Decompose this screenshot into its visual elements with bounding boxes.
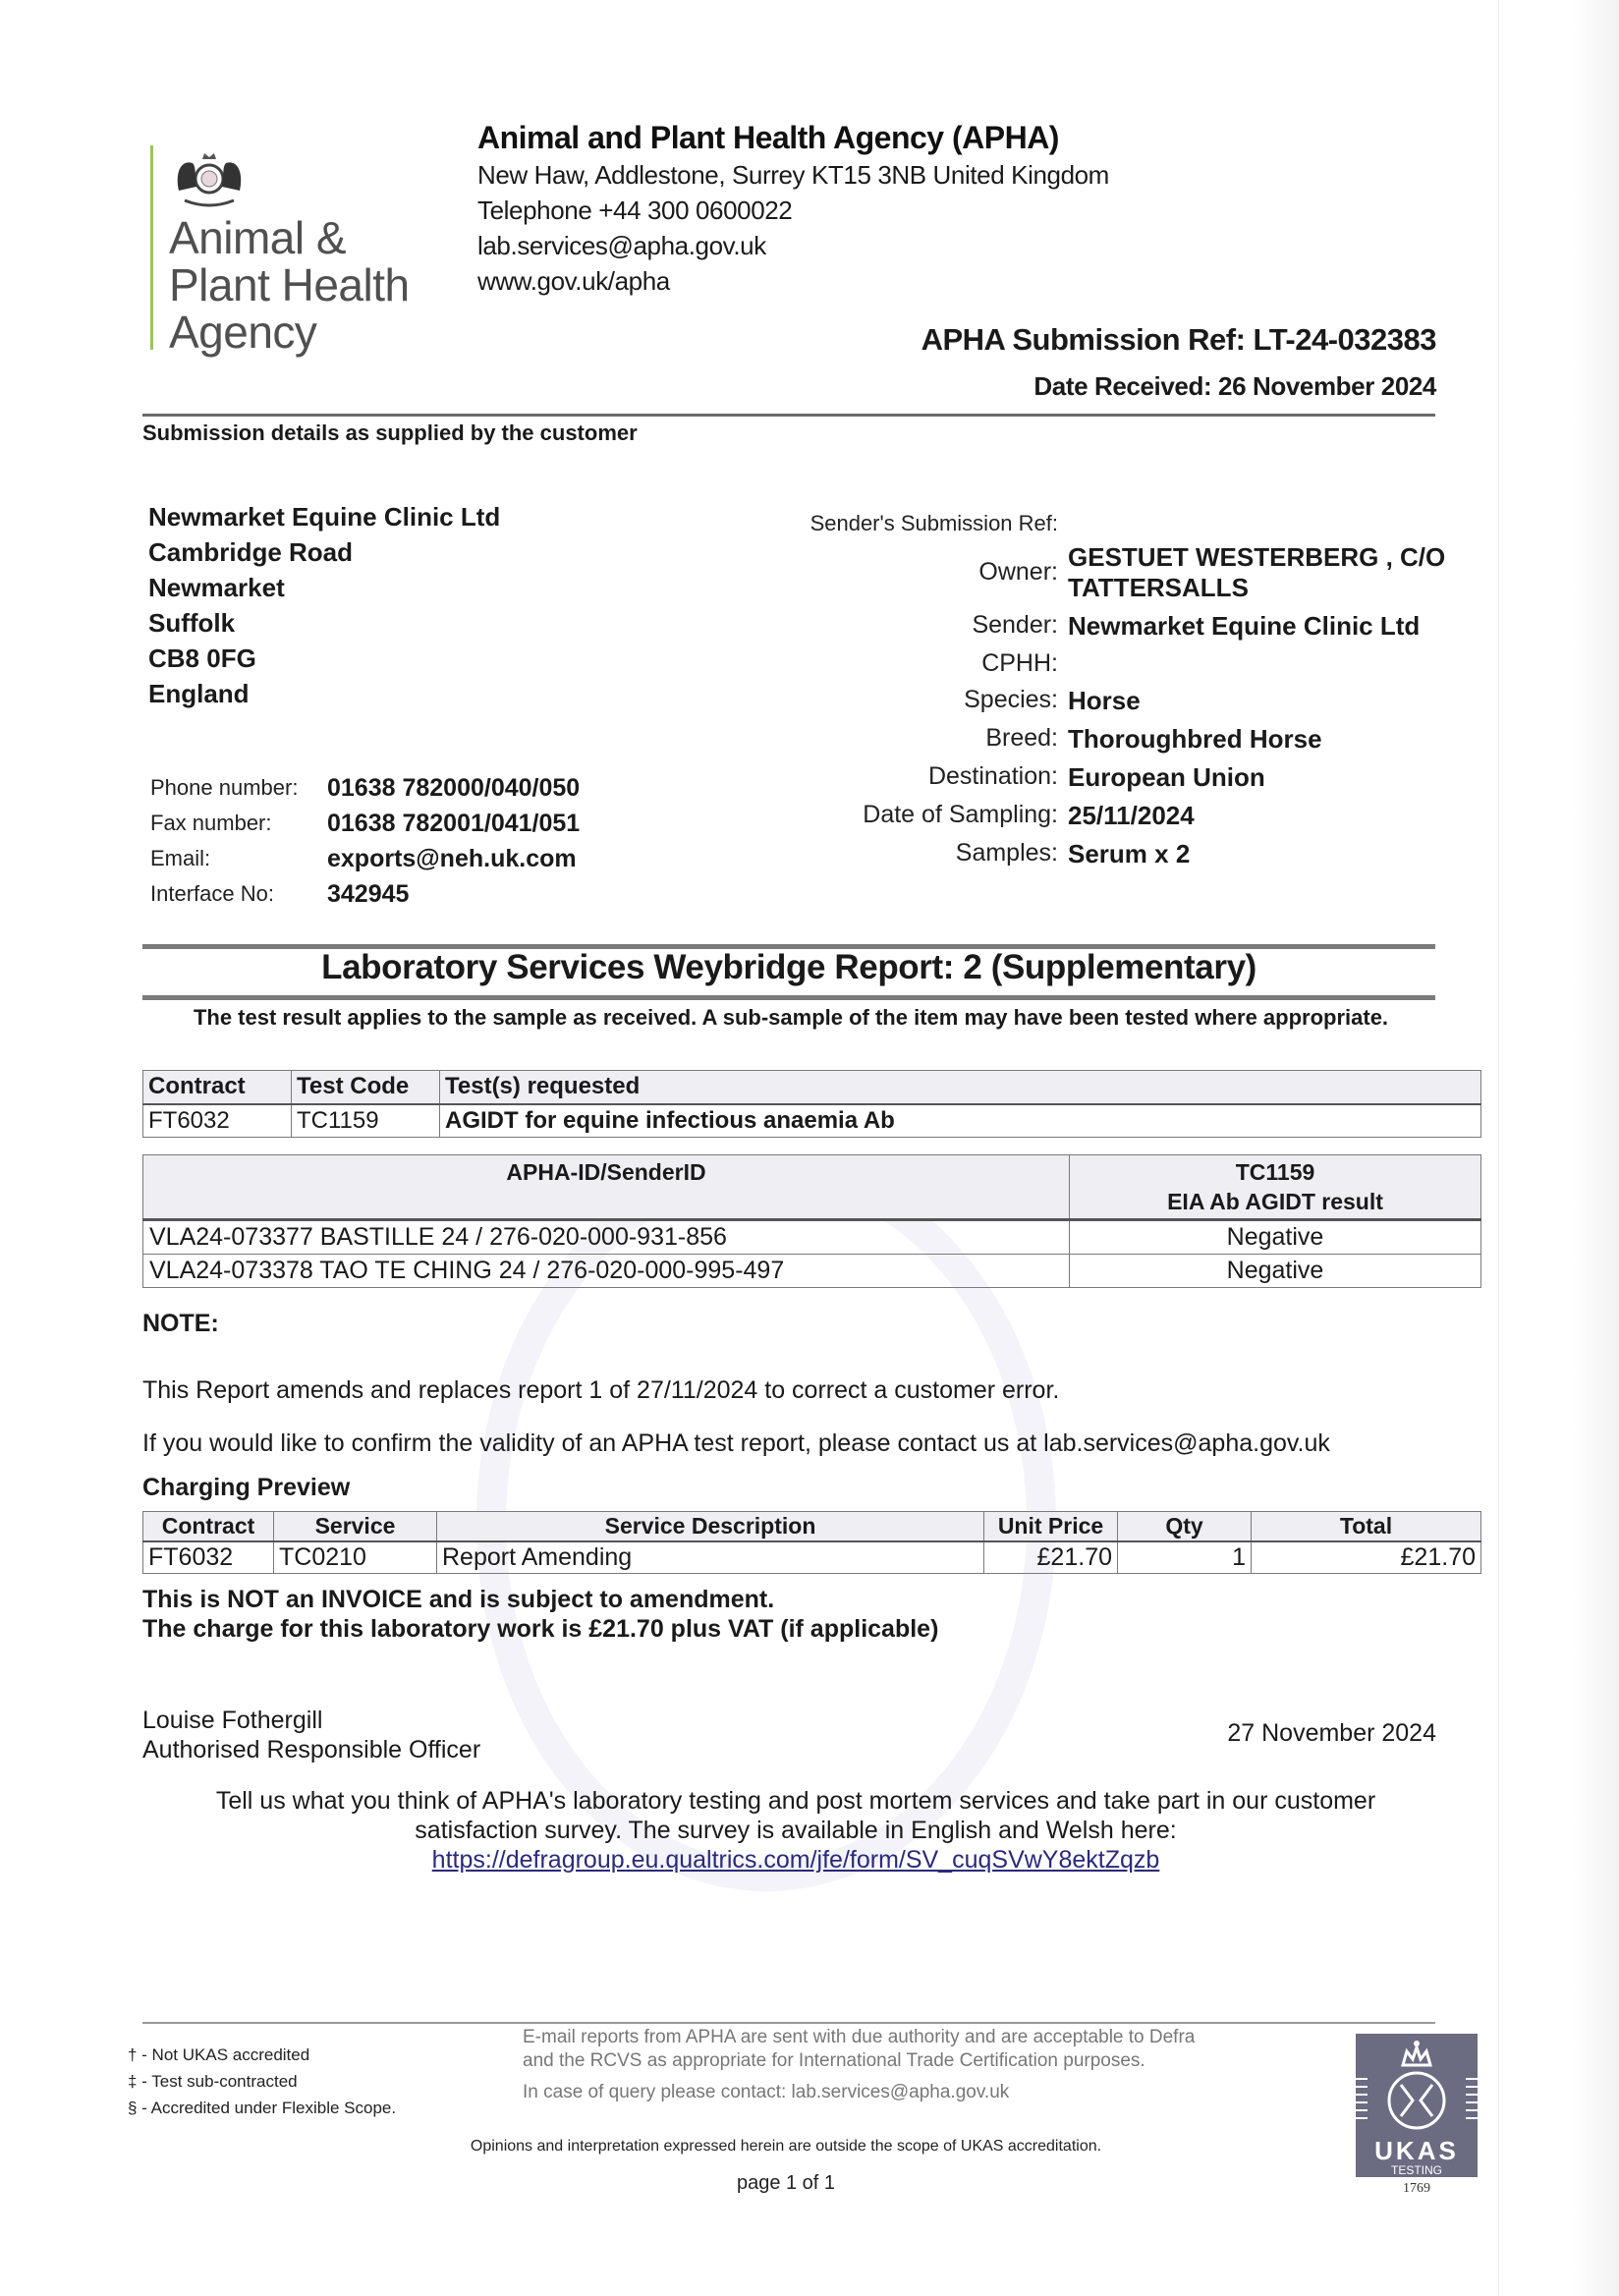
contact-row-interface — [150, 876, 580, 912]
royal-crest-icon — [167, 143, 251, 212]
report-title-rule-bottom — [142, 995, 1435, 1000]
not-invoice-text: This is NOT an INVOICE and is subject to amendment. — [142, 1586, 775, 1613]
ukas-badge — [1356, 2034, 1478, 2201]
detail-row-samples — [766, 839, 1493, 869]
customer-address — [148, 499, 500, 711]
contact-value[interactable]: exports@neh.uk.com — [327, 844, 577, 872]
submission-details — [766, 511, 1493, 877]
table-cell: AGIDT for equine infectious anaemia Ab — [440, 1104, 1481, 1138]
logo-line: Agency — [169, 307, 317, 358]
logo-line: Animal & — [169, 212, 347, 263]
detail-row-cphh — [766, 649, 1493, 678]
detail-label: Sender: — [972, 611, 1058, 639]
report-disclaimer: The test result applies to the sample as received. A sub-sample of the item may have been tested where appropriate. — [193, 1005, 1389, 1030]
agency-website[interactable]: www.gov.uk/apha — [477, 266, 670, 296]
detail-value: GESTUET WESTERBERG , C/O TATTERSALLS — [1068, 542, 1446, 602]
address-line: Newmarket Equine Clinic Ltd — [148, 502, 501, 532]
detail-row-sender-ref — [766, 511, 1493, 536]
contact-row-email — [150, 841, 580, 876]
submission-ref: APHA Submission Ref: LT-24-032383 — [921, 322, 1436, 357]
contact-label: Phone number: — [150, 775, 299, 800]
table-cell: Report Amending — [437, 1541, 984, 1574]
signature-date: 27 November 2024 — [1227, 1719, 1436, 1747]
signatory — [142, 1706, 480, 1764]
contact-value: 01638 782001/041/051 — [327, 809, 581, 837]
table-row — [143, 1104, 1481, 1138]
column-header: Total — [1252, 1512, 1481, 1542]
agency-email[interactable]: lab.services@apha.gov.uk — [477, 231, 766, 260]
validity-note: If you would like to confirm the validity of an APHA test report, please contact us at lab.services@apha.gov.uk — [142, 1429, 1330, 1457]
result-cell: Negative — [1070, 1220, 1481, 1255]
column-header: Unit Price — [984, 1512, 1118, 1542]
report-title: Laboratory Services Weybridge Report: 2 (Supplementary) — [321, 948, 1256, 986]
customer-contacts — [150, 770, 580, 912]
sample-id-cell: VLA24-073377 BASTILLE 24 / 276-020-000-931-856 — [143, 1220, 1070, 1255]
logo-accent-bar — [150, 145, 153, 350]
detail-value: Horse — [1068, 686, 1141, 715]
column-header: Contract — [143, 1512, 274, 1542]
detail-label: Owner: — [978, 558, 1058, 586]
logo-line: Plant Health — [169, 259, 410, 310]
address-line: Newmarket — [148, 573, 285, 602]
address-line: Suffolk — [148, 608, 236, 638]
tests-requested-table — [142, 1070, 1481, 1138]
detail-value: European Union — [1068, 762, 1265, 792]
opinions-disclaimer: Opinions and interpretation expressed herein are outside the scope of UKAS accreditation. — [470, 2138, 1102, 2155]
legend-item: ‡ - Test sub-contracted — [128, 2072, 298, 2091]
detail-value: Thoroughbred Horse — [1068, 724, 1322, 754]
detail-row-sampling-date — [766, 801, 1493, 831]
survey-text: satisfaction survey. The survey is available in English and Welsh here: — [415, 1817, 1177, 1844]
results-table — [142, 1154, 1481, 1288]
detail-row-species — [766, 686, 1493, 716]
email-authority-note — [523, 2026, 1230, 2104]
table-cell: TC0210 — [274, 1541, 437, 1574]
amendment-note: This Report amends and replaces report 1 of 27/11/2024 to correct a customer error. — [142, 1376, 1060, 1404]
agency-telephone: Telephone +44 300 0600022 — [477, 196, 793, 225]
footer-divider — [142, 2022, 1435, 2024]
column-header: Service — [274, 1512, 437, 1542]
address-line: CB8 0FG — [148, 644, 256, 673]
detail-label: Breed: — [985, 724, 1058, 752]
header-divider — [142, 414, 1435, 417]
detail-label: CPHH: — [981, 649, 1058, 677]
contact-label: Interface No: — [150, 881, 274, 906]
table-cell: FT6032 — [143, 1104, 292, 1138]
ukas-sub-label: TESTING — [1390, 2163, 1442, 2177]
detail-label: Date of Sampling: — [863, 801, 1058, 828]
address-line: Cambridge Road — [148, 537, 354, 567]
detail-label: Destination: — [927, 762, 1058, 790]
detail-row-destination — [766, 762, 1493, 793]
page-edge-shadow — [1501, 0, 1619, 2296]
column-header: Qty — [1118, 1512, 1252, 1542]
table-cell: TC1159 — [292, 1104, 440, 1138]
survey-link[interactable]: https://defragroup.eu.qualtrics.com/jfe/form/SV_cuqSVwY8ektZqzb — [431, 1846, 1160, 1874]
detail-row-owner — [766, 542, 1493, 603]
charging-preview-title: Charging Preview — [142, 1474, 351, 1501]
detail-value: 25/11/2024 — [1068, 801, 1195, 830]
detail-label: Species: — [964, 686, 1058, 713]
result-cell: Negative — [1070, 1255, 1481, 1288]
column-header-result — [1070, 1155, 1481, 1220]
detail-row-breed — [766, 724, 1493, 755]
contact-label: Email: — [150, 846, 211, 870]
table-cell: £21.70 — [1252, 1541, 1481, 1574]
accreditation-legend — [128, 2042, 396, 2121]
table-cell: 1 — [1118, 1541, 1252, 1574]
column-header-test-code: TC1159 — [1235, 1159, 1315, 1185]
date-received: Date Received: 26 November 2024 — [1033, 371, 1436, 401]
contact-value: 342945 — [327, 879, 410, 908]
table-row — [143, 1255, 1481, 1288]
contact-row-fax — [150, 806, 580, 841]
detail-value: Serum x 2 — [1068, 839, 1191, 868]
table-cell: FT6032 — [143, 1541, 274, 1574]
invoice-notice — [142, 1585, 938, 1644]
column-header-test-name: EIA Ab AGIDT result — [1167, 1189, 1383, 1214]
contact-value: 01638 782000/040/050 — [327, 773, 581, 802]
table-header-row — [143, 1512, 1481, 1542]
ukas-label: UKAS — [1374, 2136, 1459, 2165]
column-header: Test Code — [292, 1071, 440, 1104]
table-header-row — [143, 1155, 1481, 1220]
survey-text: Tell us what you think of APHA's laboratory testing and post mortem services and take part in our customer — [215, 1787, 1376, 1815]
detail-value: Newmarket Equine Clinic Ltd — [1068, 611, 1421, 641]
sample-id-cell: VLA24-073378 TAO TE CHING 24 / 276-020-000-995-497 — [143, 1255, 1070, 1288]
agency-address: New Haw, Addlestone, Surrey KT15 3NB United Kingdom — [477, 160, 1109, 190]
column-header: Service Description — [437, 1512, 984, 1542]
table-cell: £21.70 — [984, 1541, 1118, 1574]
signatory-role: Authorised Responsible Officer — [142, 1736, 481, 1764]
column-header: Contract — [143, 1071, 292, 1104]
charge-text: The charge for this laboratory work is £21.70 plus VAT (if applicable) — [142, 1615, 939, 1643]
address-line: England — [148, 679, 250, 708]
table-row — [143, 1220, 1481, 1255]
charging-table — [142, 1511, 1481, 1574]
contact-row-phone — [150, 770, 580, 806]
signatory-name: Louise Fothergill — [142, 1707, 323, 1734]
column-header: APHA-ID/SenderID — [143, 1155, 1070, 1220]
table-header-row — [143, 1071, 1481, 1104]
section-heading: Submission details as supplied by the customer — [142, 420, 638, 445]
page-edge-line — [1498, 0, 1499, 2296]
survey-invite — [157, 1786, 1434, 1875]
detail-label: Sender's Submission Ref: — [810, 511, 1058, 535]
legend-item: § - Accredited under Flexible Scope. — [128, 2099, 397, 2117]
table-row — [143, 1541, 1481, 1574]
page-number: page 1 of 1 — [736, 2172, 836, 2194]
detail-label: Samples: — [955, 839, 1058, 867]
column-header: Test(s) requested — [440, 1071, 1481, 1104]
legend-item: † - Not UKAS accredited — [128, 2045, 310, 2064]
agency-name: Animal and Plant Health Agency (APHA) — [477, 120, 1059, 155]
email-note-text: E-mail reports from APHA are sent with due authority and are acceptable to Defra and the RCVS as appropriate for International Trade Certification purposes. — [523, 2027, 1196, 2071]
detail-row-sender — [766, 611, 1493, 642]
ukas-number: 1769 — [1403, 2181, 1430, 2196]
contact-label: Fax number: — [150, 811, 272, 835]
logo-wordmark — [169, 214, 410, 356]
query-note-text: In case of query please contact: lab.services@apha.gov.uk — [523, 2082, 1010, 2102]
note-label: NOTE: — [142, 1310, 219, 1337]
